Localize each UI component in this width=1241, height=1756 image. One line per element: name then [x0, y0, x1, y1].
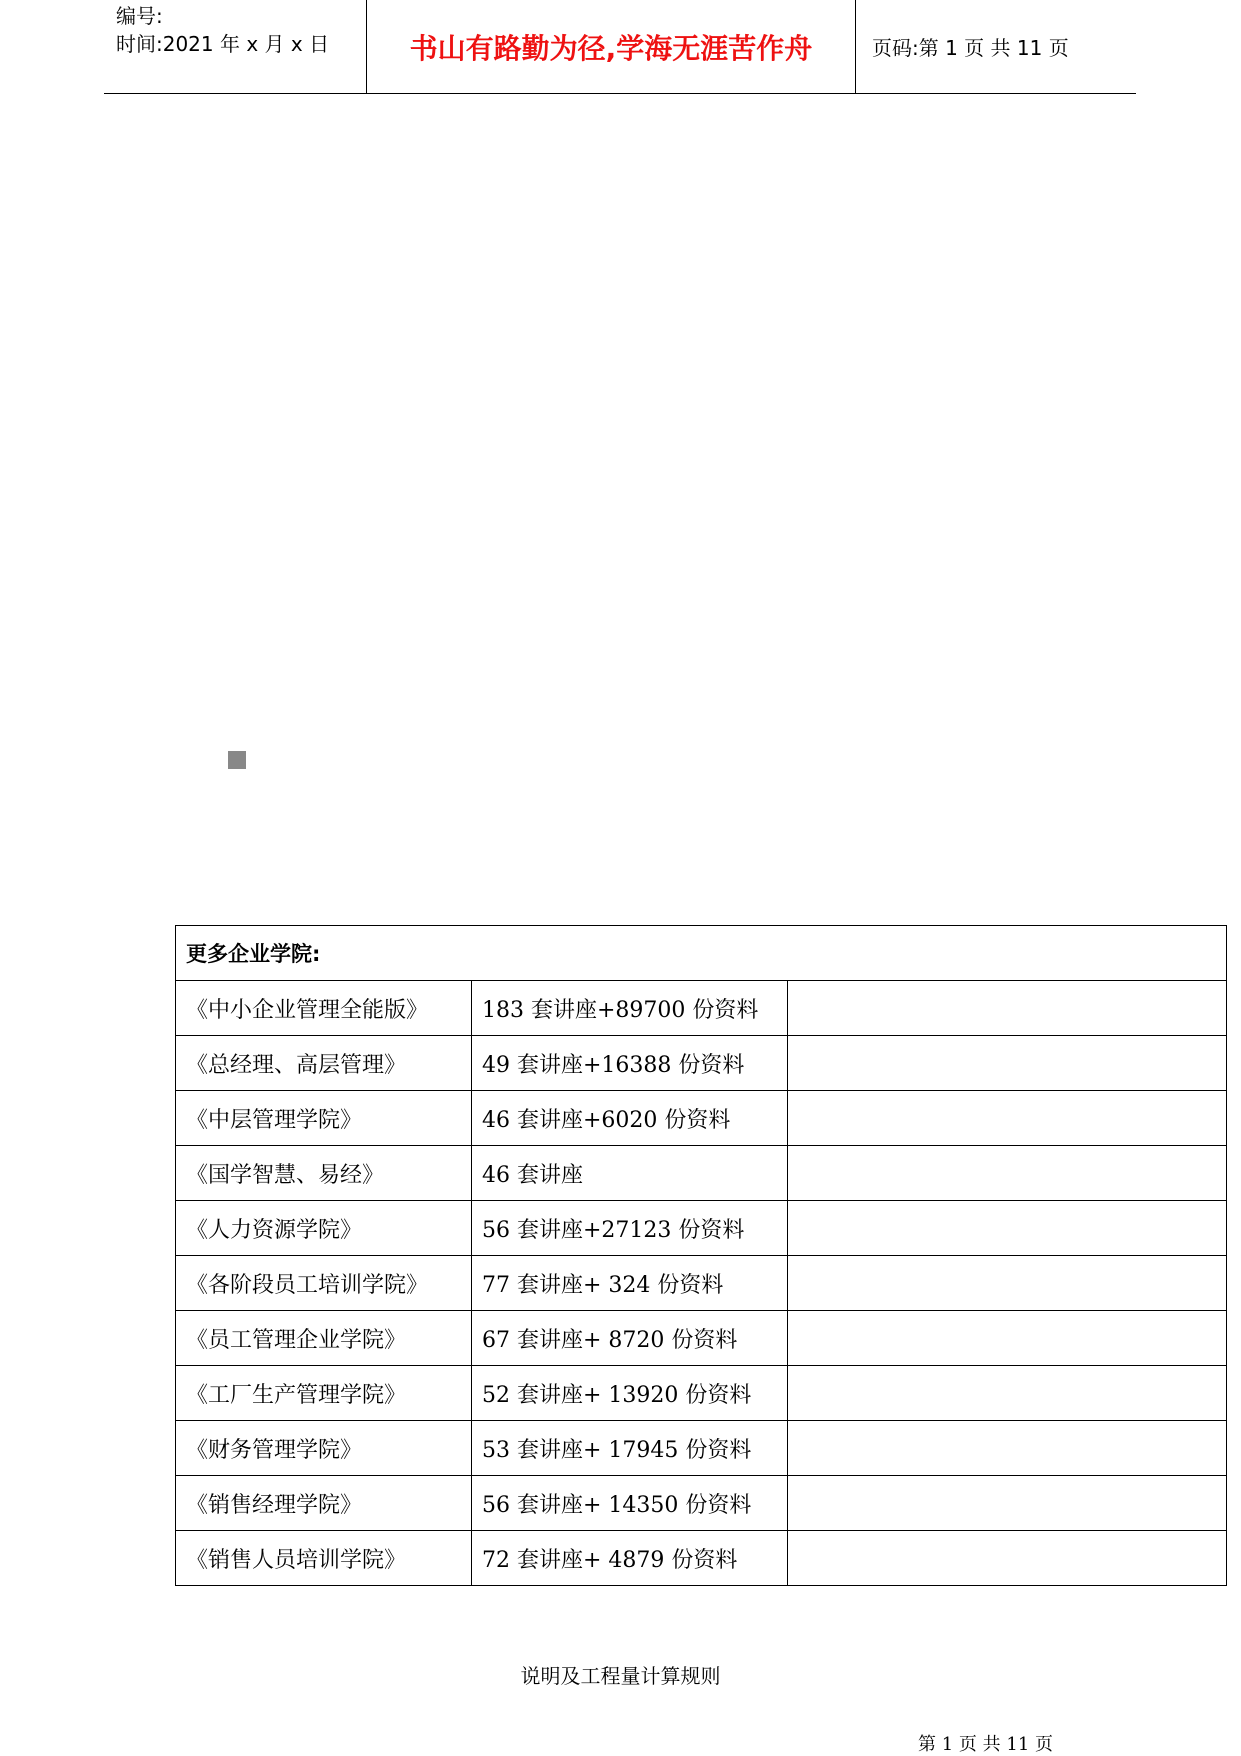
academy-name-cell: 《中小企业管理全能版》	[176, 981, 472, 1036]
academy-name-cell: 《员工管理企业学院》	[176, 1311, 472, 1366]
table-row	[176, 1146, 1227, 1201]
academy-note-cell	[788, 1146, 1227, 1201]
academy-note-cell	[788, 1201, 1227, 1256]
academy-detail-cell: 183 套讲座+89700 份资料	[472, 981, 788, 1036]
academy-note-cell	[788, 1091, 1227, 1146]
table-row	[176, 1311, 1227, 1366]
academy-detail-cell: 53 套讲座+ 17945 份资料	[472, 1421, 788, 1476]
academy-note-cell	[788, 1366, 1227, 1421]
academy-detail-cell: 46 套讲座	[472, 1146, 788, 1201]
table-row	[176, 1476, 1227, 1531]
table-row	[176, 1256, 1227, 1311]
academy-name-cell: 《销售人员培训学院》	[176, 1531, 472, 1586]
document-date-label: 时间:2021 年 x 月 x 日	[116, 32, 330, 56]
table-row	[176, 1201, 1227, 1256]
table-row	[176, 1366, 1227, 1421]
academy-note-cell	[788, 1311, 1227, 1366]
academy-detail-cell: 52 套讲座+ 13920 份资料	[472, 1366, 788, 1421]
academy-note-cell	[788, 1531, 1227, 1586]
academy-name-cell: 《财务管理学院》	[176, 1421, 472, 1476]
academy-detail-cell: 77 套讲座+ 324 份资料	[472, 1256, 788, 1311]
academy-name-cell: 《总经理、高层管理》	[176, 1036, 472, 1091]
document-number-label: 编号:	[116, 4, 163, 28]
academy-detail-cell: 56 套讲座+ 14350 份资料	[472, 1476, 788, 1531]
page-footer: 第 1 页 共 11 页	[918, 1734, 1053, 1755]
academy-detail-cell: 49 套讲座+16388 份资料	[472, 1036, 788, 1091]
academy-note-cell	[788, 981, 1227, 1036]
header-motto: 书山有路勤为径,学海无涯苦作舟	[367, 0, 856, 93]
academy-note-cell	[788, 1256, 1227, 1311]
section-caption: 说明及工程量计算规则	[520, 1664, 721, 1688]
table-row	[176, 981, 1227, 1036]
academy-table	[175, 925, 1227, 1586]
table-row	[176, 1531, 1227, 1586]
table-row	[176, 1421, 1227, 1476]
academy-detail-cell: 46 套讲座+6020 份资料	[472, 1091, 788, 1146]
academy-name-cell: 《人力资源学院》	[176, 1201, 472, 1256]
academy-name-cell: 《各阶段员工培训学院》	[176, 1256, 472, 1311]
table-heading: 更多企业学院:	[176, 926, 1227, 981]
table-heading-row	[176, 926, 1227, 981]
header-page-label: 页码:第 1 页 共 11 页	[872, 36, 1069, 60]
table-row	[176, 1091, 1227, 1146]
academy-name-cell: 《工厂生产管理学院》	[176, 1366, 472, 1421]
academy-note-cell	[788, 1476, 1227, 1531]
page-header	[104, 0, 1136, 94]
square-bullet-icon	[228, 751, 246, 769]
academy-name-cell: 《国学智慧、易经》	[176, 1146, 472, 1201]
academy-note-cell	[788, 1421, 1227, 1476]
academy-name-cell: 《中层管理学院》	[176, 1091, 472, 1146]
header-left-cell	[104, 0, 367, 93]
academy-note-cell	[788, 1036, 1227, 1091]
academy-detail-cell: 56 套讲座+27123 份资料	[472, 1201, 788, 1256]
academy-detail-cell: 67 套讲座+ 8720 份资料	[472, 1311, 788, 1366]
table-row	[176, 1036, 1227, 1091]
academy-detail-cell: 72 套讲座+ 4879 份资料	[472, 1531, 788, 1586]
academy-name-cell: 《销售经理学院》	[176, 1476, 472, 1531]
